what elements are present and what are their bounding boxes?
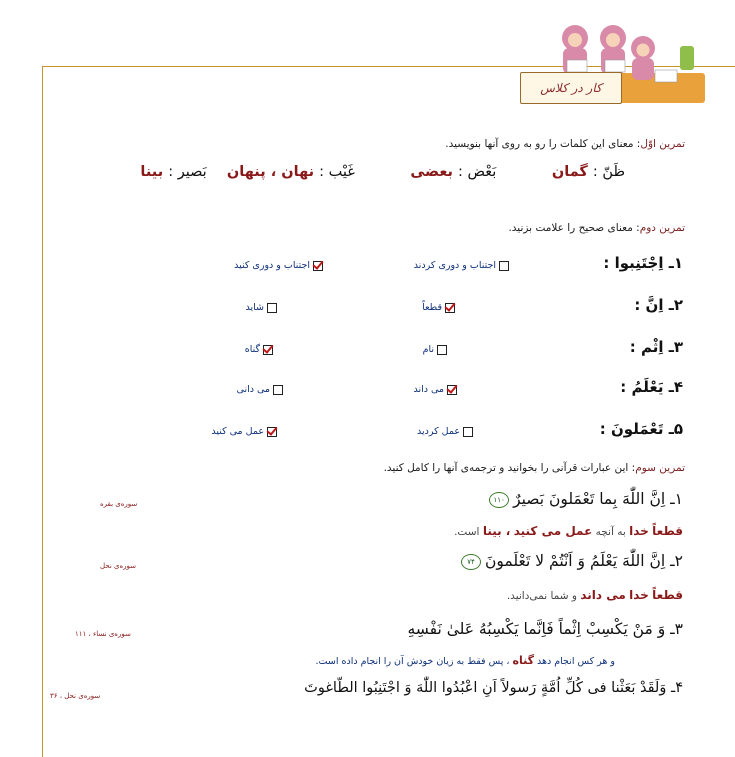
class-work-badge: کار در کلاس xyxy=(520,72,622,104)
ex2-option-3b[interactable]: گناه xyxy=(245,344,273,355)
ex3-heading: تمرین سوم: این عبارات قرآنی را بخوانید و ترجمه‌ی آنها را کامل کنید. xyxy=(383,462,685,474)
verse-3: ۳ـ وَ مَنْ یَکْسِبْ اِثْماً فَاِنَّما یَکْسِبُهُ عَلیٰ نَفْسِهِ xyxy=(407,620,683,638)
verse-4: ۴ـ وَلَقَدْ بَعَثْنا فی کُلِّ اُمَّةٍ رَسولاً اَنِ اعْبُدُوا اللّٰهَ وَ اجْتَنِبُوا الطّاغوتَ xyxy=(304,680,683,696)
ayah-number-icon: ۱۱۰ xyxy=(489,492,509,508)
vocab-item-1: ظَنّ : گمان xyxy=(551,164,625,180)
ex2-heading: تمرین دوم: معنای صحیح را علامت بزنید. xyxy=(508,222,685,234)
checkbox-icon[interactable] xyxy=(437,345,447,355)
ex2-word-5: ۵ـ تَعْمَلونَ : xyxy=(599,420,683,438)
sura-ref-1: سوره‌ی بقره xyxy=(100,500,138,508)
ex2-word-1: ۱ـ اِجْتَنِبوا : xyxy=(603,254,683,272)
translation-1: قطعاً خدا به آنچه عمل می کنید ، بینا است. xyxy=(454,524,683,538)
translation-3: و هر کس انجام دهد گناه ، پس فقط به زیان خودش آن را انجام داده است. xyxy=(315,654,615,667)
verse-1: ۱ـ اِنَّ اللّٰهَ بِما تَعْمَلونَ بَصیرٌ۱۱۰ xyxy=(489,490,683,508)
sura-ref-4: سوره‌ی نحل ، ۳۶ xyxy=(50,692,101,700)
vocab-item-3: غَیْب : نهان ، پنهان xyxy=(226,164,355,180)
checkbox-icon[interactable] xyxy=(463,427,473,437)
sura-ref-3: سوره‌ی نساء ، ۱۱۱ xyxy=(75,630,131,638)
ex2-word-4: ۴ـ یَعْلَمُ : xyxy=(620,378,683,396)
verse-2: ۲ـ اِنَّ اللّٰهَ یَعْلَمُ وَ اَنْتُمْ لا تَعْلَمونَ۷۴ xyxy=(461,552,683,570)
ex2-option-5a[interactable]: عمل کردید xyxy=(417,426,473,437)
checkmark-icon[interactable] xyxy=(313,261,323,271)
checkmark-icon[interactable] xyxy=(447,385,457,395)
checkmark-icon[interactable] xyxy=(263,345,273,355)
ex1-heading: تمرین اوّل: معنای این کلمات را رو به روی آنها بنویسید. xyxy=(445,138,685,150)
checkmark-icon[interactable] xyxy=(267,427,277,437)
checkbox-icon[interactable] xyxy=(273,385,283,395)
ex2-option-5b[interactable]: عمل می کنید xyxy=(211,426,277,437)
ex2-word-2: ۲ـ اِنَّ : xyxy=(634,296,683,314)
ex2-option-2a[interactable]: قطعاً xyxy=(422,302,455,313)
vocab-item-2: بَعْض : بعضی xyxy=(410,164,497,180)
ex2-option-1b[interactable]: اجتناب و دوری کنید xyxy=(234,260,323,271)
translation-2: قطعاً خدا می داند و شما نمی‌دانید. xyxy=(506,588,683,602)
ex1-vocab-row xyxy=(140,164,625,180)
checkbox-icon[interactable] xyxy=(267,303,277,313)
checkbox-icon[interactable] xyxy=(499,261,509,271)
ex2-option-4a[interactable]: می داند xyxy=(413,384,457,395)
ex2-word-3: ۳ـ اِثْم : xyxy=(629,338,683,356)
ex2-option-1a[interactable]: اجتناب و دوری کردند xyxy=(414,260,509,271)
ayah-number-icon: ۷۴ xyxy=(461,554,481,570)
ex2-option-3a[interactable]: نام xyxy=(423,344,447,355)
vocab-item-4: بَصیر : بینا xyxy=(140,164,207,180)
ex2-option-2b[interactable]: شاید xyxy=(246,302,278,313)
ex2-option-4b[interactable]: می دانی xyxy=(237,384,283,395)
sura-ref-2: سوره‌ی نحل xyxy=(100,562,137,570)
checkmark-icon[interactable] xyxy=(445,303,455,313)
page-frame-left xyxy=(42,66,43,757)
